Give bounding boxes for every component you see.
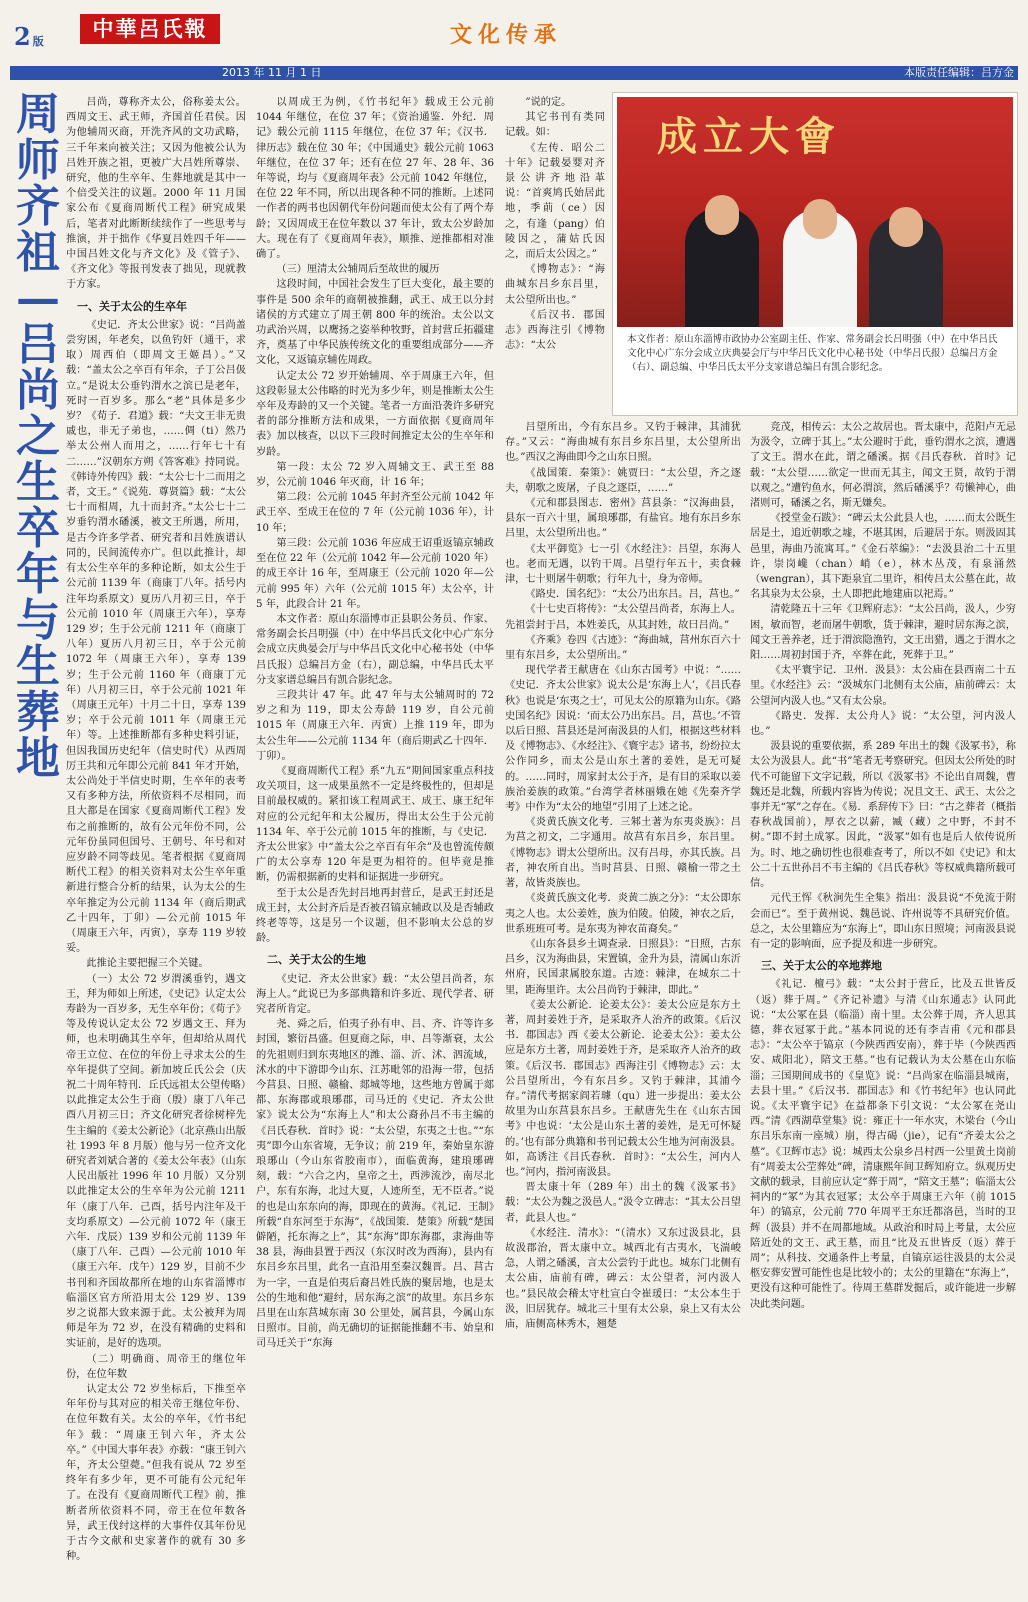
paragraph: 《太平御览》七一引《水经注》：吕望，东海人也。老而无遇，以钓干周。吕望行年五十，卖食棘津，七十则屠牛朝歌；行年九十，身为帝师。 (505, 543, 741, 586)
paragraph: 《后汉书．郡国志》西海注引《博物志》：“太公 (505, 309, 605, 352)
paragraph: 《元和郡县图志．密州》莒县条：“汉海曲县，县东一百六十里，属琅琊郡，有盐官。地有东吕乡东吕里，太公望所出也。” (505, 498, 741, 540)
paragraph: 吕望所出，今有东吕乡。又钓于棘津，其浦犹存。”又云：“海曲城有东吕乡东吕里，太公望所出也。”西汉之海曲即今之山东日照。 (505, 422, 741, 464)
paragraph: 《史记．齐太公世家》载：“太公望吕尚者，东海上人。”此说已为多部典籍和许多近、现代学者、研究者所肯定。 (256, 973, 494, 1015)
paragraph: 现代学者王献唐在《山东古国考》中说：“……《史记．齐太公世家》说太公是‘东海上人’，《吕氏春秋》也说是‘东夷之士’，可见太公的原籍为山东。《路史国名纪》因说：‘而太公乃出东吕。吕，莒也。’不管以后日照、莒县还是河南汲县的人们，根据这些材料及《博物志》、《水经注》、《寰宇志》诸书，纷纷拉太公作同乡，而太公是山东土著的姜姓，是无可疑的。……同时，周家封太公于齐，是有目的采取以姜族治姜族的政策。”台湾学者林丽娥在她《先秦齐学考》中作为“太公的地望”引用了上述之论。 (505, 665, 741, 814)
paragraph: 汲县说的重要依据，系 289 年出土的魏《汲冢书》，称太公为汲县人。此“书”笔者无考察研究。但因太公所处的时代不可能留下文字记载，所以《汲冢书》不论出自周魏，曹魏还是北魏，所载内容皆为传说；况且文王、武王、太公之事并无“冢”之存在。《易．系辞传下》曰：“古之葬者（概指春秋战国前），厚衣之以薪，臧（藏）之中野，不封不树。”即不封土成冢。因此，“汲冢”如有也是后人依传说所为。时、地之确切性也很难查考了，所以不如《史记》和太公二十五世孙吕不韦主编的《吕氏春秋》等权威典籍所载可信。 (750, 741, 1016, 890)
paragraph: 《太平寰宇记．卫州．汲县》：太公庙在县西南二十五里。《水经注》云：“汲城东门北侧有太公庙，庙前碑云：太公望河内汲人也。”又有太公泉。 (750, 665, 1016, 707)
paragraph: 《山东各县乡土调查录．日照县》：“日照，古东吕乡，汉为海曲县，宋置镇，金升为县，清属山东沂州府，民国隶属胶东道。古迹：棘津，在城东二十里，距海里许。太公吕尚钓于棘津，即此。” (505, 938, 741, 996)
section-title: 文化传承 (450, 22, 563, 48)
paragraph: 认定太公 72 岁开始辅周、卒于周康王六年，但这段彰显太公伟略的时光为多少年，则是推断太公生卒年及寿龄的又一个关键。笔者一方面沿袭许多研究者的部分推断方法和成果，一方面依据《夏商周年表》加以核查，以以下三段时间推定太公的生卒年和岁龄。 (256, 370, 494, 458)
paragraph: 《齐乘》卷四《古迹》：“海曲城，莒州东百六十里有东吕乡，太公望所出。” (505, 634, 741, 662)
section-heading: 一、关于太公的生卒年 (77, 299, 187, 313)
paragraph: 第一段：太公 72 岁入周辅文王、武王至 88 岁，公元前 1046 年灭商，计 16 年； (256, 461, 494, 489)
article-headline: 周师齐祖—吕尚之生卒年与生葬地 (16, 89, 60, 784)
paragraph: 《战国策．秦策》：姚贾曰：“太公望，齐之逐夫，朝歌之废屠，子良之逐臣，……” (505, 467, 741, 494)
paragraph: 元代王恽《秋涧先生全集》指出：汲县说“不免流于附会而已”。至于黄州说、魏邑说、许州说等不具研究价值。总之，太公里籍应为“东海上”，即山东日照境；河南汲县说有一定的影响面，应予提及和进一步研究。 (750, 893, 1016, 950)
paragraph: 认定太公 72 岁坐标后，下推至卒年年份与其对应的相关帝王继位年份、在位年数有关。太公的卒年，《竹书纪年》载：“周康王钊六年，齐太公卒。”《中国大事年表》亦载：“康王钊六年，齐太公望薨。”但我有说从 72 岁至终年有多少年，更不可能有公元纪年了。在没有《夏商周断代工程》前，推断者所依资料不同，帝王在位年数各异，武王伐纣这样的大事件仅其年份见于古今文献和史家著作的就有 30 多种。 (66, 1384, 246, 1563)
column-3 (505, 420, 741, 1590)
paragraph: （二）明确商、周帝王的继位年份，在位年数 (66, 1353, 246, 1380)
paragraph: 晋太康十年（289 年）出土的魏《汲冢书》载：“太公为魏之汲邑人。”汲令立碑志：“其太公吕望者，此县人也。” (505, 1182, 741, 1224)
paragraph: 《左传．昭公二十年》记载晏婴对齐景公讲齐地沿革说：“首爽鸠氏始居此地，季萴（ce）因之，有逢（pang）伯陵因之，蒲姑氏因之，而后太公因之。” (505, 142, 605, 261)
page-number-suffix: 版 (32, 35, 44, 48)
photo-caption: 本文作者：原山东淄博市政协办公室副主任、作家、常务副会长吕明强（中）在中华吕氏文化中心广东分会成立庆典晏会厅与中华吕氏文化中心秘书处（中华吕氏报）总编吕方金（右）、副总编、中华吕氏太平分支家谱总编吕有凯合影纪念。 (627, 334, 998, 373)
paragraph: 这段时间，中国社会发生了巨大变化，最主要的事件是 500 余年的商朝被推翻，武王、成王以分封诸侯的方式建立了周王朝 800 年的统治。太公以文功武治兴周，以鹰扬之姿举种牧野，首封营丘拓疆建齐，奠基了中华民族传统文化的重要组成部分——齐文化，又返镐京辅佐周政。 (256, 279, 494, 367)
masthead-logo: 中華呂氏報 (80, 14, 220, 44)
paragraph: 《炎黄氏族文化考．三邾土著为东夷炎族》：吕为莒之初文，二字通用。故莒有东吕乡，东吕里。《博物志》谓太公望所出。汉有吕母，亦其氏族。吕者，神农所自出。当时莒县、日照、赣榆一带之土著，故皆炎族也。 (505, 817, 741, 890)
paragraph: ”说的定。 (525, 97, 572, 108)
paragraph: 至于太公是否先封吕地再封营丘，是武王封还是成王封，太公封齐后是否被召镐京辅政以及是否辅政终老等等，这是另一个议题，但不影响太公总的岁龄。 (256, 887, 494, 945)
person-left-head (705, 195, 739, 235)
paragraph: 《水经注．清水》：“（清水）又东过汲县北，县故汲郡治，晋太康中立。城西北有古夷水，飞湍峻急，人谓之磻溪，言太公尝钓于此也。城东门北侧有太公庙，庙前有碑，碑云：太公望者，河内汲人也。”县民故会稽太守杜宣白令崔瑗曰：“太公本生于汲，旧居犹存。城北三十里有太公泉，泉上又有太公庙，庙侧高林秀木，翘楚 (505, 1227, 741, 1330)
column-4 (750, 420, 1016, 1590)
paragraph: 《礼记．檀弓》载：“太公封于营丘，比及五世皆反（返）葬于周。”《齐记补遗》与清《山东通志》认同此说：“太公冢在县（临淄）南十里。太公葬于周，齐人思其德，葬衣冠冢于此。”基本同说的还有李吉甫《元和郡县志》：“太公卒于镐京（今陕西西安南），葬于毕（今陕西西安、咸阳北），陪文王墓。”也有记载认为太公墓在山东临淄；三国期间成书的《皇览》说：“吕尚家在临淄县城南，去县十里。”《后汉书．郡国志》和《竹书纪年》也认同此说。《太平寰宇记》在益都条下引文说：“太公冢在尧山西。”清《西湖草堂集》说：雍正十一年水灾，木梁台（今山东吕乐东南一座城）崩，得古碣（jie），记有“齐姜太公之墓”。《卫辉市志》说：城西太公泉乡吕村西一公里黄土岗前有“周姜太公茔葬处”碑，清康熙年间卫辉知府立。纵观历史文献的载录，目前应认定“葬于周”，“陪文王墓”；临淄太公祠内的“冢”为其衣冠冢；太公卒于周康王六年（前 1015 年）的镐京，公元前 770 年周平王东迁都洛邑，当时的卫辉（汲县）并不在周都地域。从政治和时局上考量，太公应陪近处的文王、武王墓，而且“比及五世皆反（返）葬于周”；从科技、交通条件上考量，自镐京运往汲县的太公灵柩安葬安置可能性也是比较小的；太公的里籍在“东海上”，更没有这种可能性了。待周王墓群发掘后，或许能进一步解决此类问题。 (750, 979, 1016, 1310)
paragraph: 《博物志》：“海曲城东吕乡东吕里，太公望所出也。” (505, 264, 605, 306)
paragraph: 第二段：公元前 1045 年封齐至公元前 1042 年武王卒、至成王在位的 7 年（公元前 1036 年），计 10 年； (256, 492, 494, 534)
paragraph: 此推论主要把握三个关键。 (86, 958, 209, 970)
photo-figure (612, 92, 1018, 416)
paragraph: 吕尚，尊称齐太公，俗称姜太公。西周文王、武王师，齐国首任君侯。因为他辅周灭商，开洗齐风的文功武略，三千年来向被关注；又因为他被公认为吕姓开族之祖，更被广大吕姓所尊崇、研究，他的生卒年、生葬地就是其中一个倍受关注的议题。2000 年 11 月国家公布《夏商周断代工程》研究成果后，笔者对此断断续续作了一些思考与推演，并于拙作《华夏吕姓四千年——中国吕姓文化与齐文化》及《管子》、《齐文化》等报刊发表了拙见，现就教于方家。 (66, 97, 246, 291)
paragraph: 《路史．国名纪》：“太公乃出东吕。吕，莒也。” (525, 589, 740, 601)
page-number: 2 版 (14, 22, 44, 51)
paragraph: 《史记．齐太公世家》说：“吕尚盖尝穷困，年老矣，以鱼钓奸（通干，求取）周西伯（即周文王姬昌）。”又载：“盖太公之卒百有年余，子丁公吕伋立。”是说太公垂钓渭水之滨已是老年，死时一百岁多。那么“老”具体是多少岁？《荀子．君道》载：“夫文王非无贵戚也，非无子弟也，……倜（ti）然乃举太公州人而用之，……行年七十有二……”汉朝东方朔《答客难》持同说。《韩诗外传四》载：“太公七十二而用之者，文王。”《说苑．尊贤篇》载：“太公七十而相周，九十而封齐。”太公七十二岁垂钓渭水磻溪，被文王所遇，所用，是古今许多学者、研究者和吕姓族谱认同的，民间流传亦广。但以此推计，却有太公生卒年的多种论断，如太公生于公元前 1139 年（商康丁八年。括号内注年均系原文）夏历八月初三日，卒于公元前 1010 年（周康王六年），享寿 129 岁；生于公元前 1211 年（商康丁八年）夏历八月初三日，卒于公元前 1072 年（周康王六年），享寿 139 岁；生于公元前 1160 年（商康丁元年）八月初三日，卒于公元前 1021 年（周康王元年）十月二十日，享寿 139 岁；卒于公元前 1011 年（周康王元年）等。上述推断都有多种史料引证，但因我国历史纪年（信史时代）从西周厉王共和元年即公元前 841 年才开始，太公尚处于半信史时期，生卒年的表考又有多种方法，所依资料不尽相同，而且大都是在国家《夏商周断代工程》发布之前推断的，故有公元年份不同，公元年份虽同但国号、王朝号、年号和对应岁龄不同等歧见。笔者根据《夏商周断代工程》的相关资料对太公生卒年重新进行整合分析的结果，认为太公的生卒年推定为公元前 1134 年（商后期武乙十四年，丁卯）—公元前 1015 年（周康王六年，丙寅），享寿 119 岁较妥。 (66, 319, 246, 955)
paragraph: 其它书刊有类同记载。如： (505, 112, 605, 139)
page-editor: 本版责任编辑：吕方金 (904, 66, 1014, 79)
paragraph: 三段共计 47 年。此 47 年与太公辅周时的 72 岁之和为 119，即太公寿龄 119 岁，自公元前 1015 年（周康王六年．丙寅）上推 119 年，即为太公生年——公元前 1134 年（商后期武乙十四年．丁卯）。 (256, 689, 494, 762)
paragraph: 竞茂，相传云：太公之故居也。晋太康中，范阳卢无忌为汲令，立碑于其上。”太公避时于此，垂钓渭水之滨，遭遇了文王。渭水在此，谓之磻溪。据《吕氏春秋．首时》记载：“太公望……欲定一世而无其主，闻文王贤，故钓于渭以观之。”遭钓鱼水，何必渭滨，然后磻溪乎？苟懒神心，曲渚则可，磻溪之名，斯无嫌矣。 (750, 422, 1016, 510)
person-middle-head (803, 199, 837, 239)
paragraph: 《夏商周断代工程》系“九五”期间国家重点科技攻关项目，这一成果虽然不一定是终极性的，但却是目前最权威的。紧扣该工程周武王、成王、康王纪年对应的公元纪年和太公履历，得出太公生于公元前 1134 年、卒于公元前 1015 年的推断，与《史记．齐太公世家》中“盖太公之卒百有年余”及也曾流传颇广的太公享寿 120 年是更为相符的。但毕竟是推断，仍需根据新的史料和证据进一步研究。 (256, 765, 494, 884)
paragraph: （一）太公 72 岁渭溪垂钓，遇文王，拜为师如上所述，《史记》认定太公寿龄为一百岁多，无生卒年份；《荀子》等及传说认定太公 72 岁遇文王、拜为师，也未明确其生卒年，但却给从周代帝王立位、在位的年份上寻求太公的生卒年提供了空间。新加坡丘氏公会（庆祝二十周年特刊．丘氏远祖太公望传略）以此推定太公生于商（殷）康丁八年己酉八月初三日；齐文化研究者徐树梓先生主编的《姜太公新论》（北京燕山出版社 1993 年 8 月版）他与另一位齐文化研究者刘斌合著的《姜太公年表》（山东人民出版社 1996 年 10 月版）又分别以此推定太公的生卒年为公元前 1211 年（康丁八年．己酉，括号内注年及干支均系原文）—公元前 1072 年（康王六年．戊辰）139 岁和公元前 1139 年（康丁八年．己酉）—公元前 1010 年（康王六年．戊午）129 岁，目前不少书刊和齐国故都所在地的山东省淄博市临淄区官方所沿用太公 129 岁、139 岁之说都大致来源于此。太公被拜为周师是年为 72 岁，在没有精确的史料和实证前，是好的选项。 (66, 973, 246, 1350)
column-3-top (505, 95, 605, 415)
paragraph: 第三段：公元前 1036 年应成王诏重返镐京辅政至在位 22 年（公元前 1042 年—公元前 1020 年）的成王卒计 16 年，至周康王（公元前 1020 年—公元前 995 年）六年（公元前 1015 年）太公卒，计 5 年，此段合计 21 年。 (256, 537, 494, 610)
paragraph: 本文作者：原山东淄博市正县职公务员、作家、常务副会长吕明强（中）在中华吕氏文化中心广东分会成立庆典晏会厅与中华吕氏文化中心秘书处（中华吕氏报）总编吕方金（右），副总编，中华吕氏太平分支家谱总编吕有凯合影纪念。 (256, 613, 494, 686)
paragraph: （三）厘清太公辅周后至故世的履历 (276, 264, 440, 276)
header-bar (10, 66, 1018, 80)
photo-banner-text: 成立大會 (657, 113, 841, 160)
paragraph: 尧、舜之后，伯夷子孙有申、吕、齐、许等许多封国，繁衍昌盛。但夏商之际，申、吕等渐衰，太公的先祖则归到东夷地区的潍、淄、沂、沭、泗流域，沭水的中下游即今山东、江苏毗邻的沿海一带，包括今莒县、日照、赣榆、郯城等地，这些地方曾属于郯都、东海郡或琅琊郡，司马迁的《史记．齐太公世家》说太公为“东海上人”和太公裔孙吕不韦主编的《吕氏春秋．首时》说：“太公望，东夷之士也。”“东夷”即今山东省境，无争议；前 219 年，秦始皇东游琅琊山（今山东省胶南市），面临黄海，建琅琊碑刻，载：“六合之内，皇帝之土，西涉流沙，南尽北户，东有东海，北过大夏，人迹所至，无不臣者。”说的也是山东东向的海，即现在的黄海。《礼记．王制》所载“自东河至于东海”，《战国策．楚策》所载“楚国僻陋，托东海之上”，其“东海”即东海郡，隶海曲等 38 县，海曲县置于西汉（东汉时改为西海），县内有东吕乡东吕里，此名一直沿用至秦汉魏晋。吕、莒古为一字，一直是伯夷后裔吕姓氏族的聚居地，也是太公的生地和他“避纣，居东海之滨”的故里。东吕乡东吕里在山东莒城东南 30 公里处，属莒县，今属山东日照市。目前，尚无确切的证据能推翻不韦、始皇和司马迁关于“东海 (256, 1019, 494, 1350)
paragraph: 《炎黄氏族文化考．炎黄二族之分》：“太公即东夷之人也。太公姜姓，族为伯陵。伯陵，神农之后，世系班班可考。是东夷为神农苗裔矣。” (505, 893, 741, 935)
paragraph: 以周成王为例，《竹书纪年》载成王公元前 1044 年继位，在位 37 年；《资治通鉴．外纪．周记》载公元前 1115 年继位，在位 37 年；《汉书．律历志》载在位 30 年；《中国通史》载公元前 1063 年继位，在位 37 年；还有在位 27 年、28 年、36 年等说，均与《夏商周年表》公元前 1042 年继位，在位 22 年不同，所以出现各种不同的推断。上述同一作者的两书也因朝代年份问题而使太公有了两个寿龄；又因周成王在位年数以 37 年计，致太公岁龄加大。现在有了《夏商周年表》，顺推、逆推都相对准确了。 (256, 97, 494, 261)
column-2 (256, 95, 494, 1590)
paragraph: 《授堂金石跋》：“碑云太公此县人也，……而太公既生居是土，追近朝歌之墟，不堪其困，后避居于东。则汲固其邑里，海曲乃流寓耳。”《金石萃编》：“去汲县治二十五里许，崇岗巉（chan）峭（e），林木丛茂，有泉涌然（wengran），其下距泉宜二里许，相传吕太公墓在此，故名其泉为太公泉，土人即把此地建庙以祀焉。” (750, 513, 1016, 601)
paragraph: 《十七史百将传》：“太公望吕尚者，东海上人。先祖尝封于吕，本姓姜氏，从其封姓，故曰吕尚。” (505, 604, 741, 631)
event-photo (617, 97, 1013, 327)
issue-date: 2013 年 11 月 1 日 (222, 66, 322, 79)
paragraph: 清乾隆五十三年《卫辉府志》：“太公吕尚，汲人，少穷困，敏而智，老而屠牛朝歌，货于棘津，避时居东海之滨，闻文王善养老，迁于渭滨隐渔钓，文王出猎，遇之于渭水之阳……周初封国于齐，卒葬在此，死葬于卫。” (750, 604, 1016, 662)
paragraph: 《路史．发挥．太公舟人》说：“太公望，河内汲人也。” (750, 710, 1016, 738)
section-heading: 二、关于太公的生地 (267, 953, 366, 967)
paragraph: 《姜太公新论．论姜太公》：姜太公应是东方土著，周封姜姓于齐，是采取齐人治齐的政策。《后汉书．郡国志》西《姜太公新论．论姜太公》：姜太公应是东方土著，周封姜姓于齐，是采取齐人治齐的政策。《后汉书．郡国志》西海注引《博物志》云：太公吕望所出，今有东吕乡。又钓于棘津，其浦今存。”清代考据家阎若璩（qu）进一步提出：姜太公故里为山东莒县东吕乡。王献唐先生在《山东古国考》中也说：‘太公是山东土著的姜姓，是无可怀疑的。’也有部分典籍和书刊记载太公生地为河南汲县。如，高诱注《吕氏春秋．首时》：“太公生，河内人也。”河内，指河南汲县。 (505, 999, 741, 1178)
column-1 (66, 95, 246, 1590)
person-right-head (889, 207, 923, 247)
section-heading: 三、关于太公的卒地葬地 (761, 959, 882, 973)
